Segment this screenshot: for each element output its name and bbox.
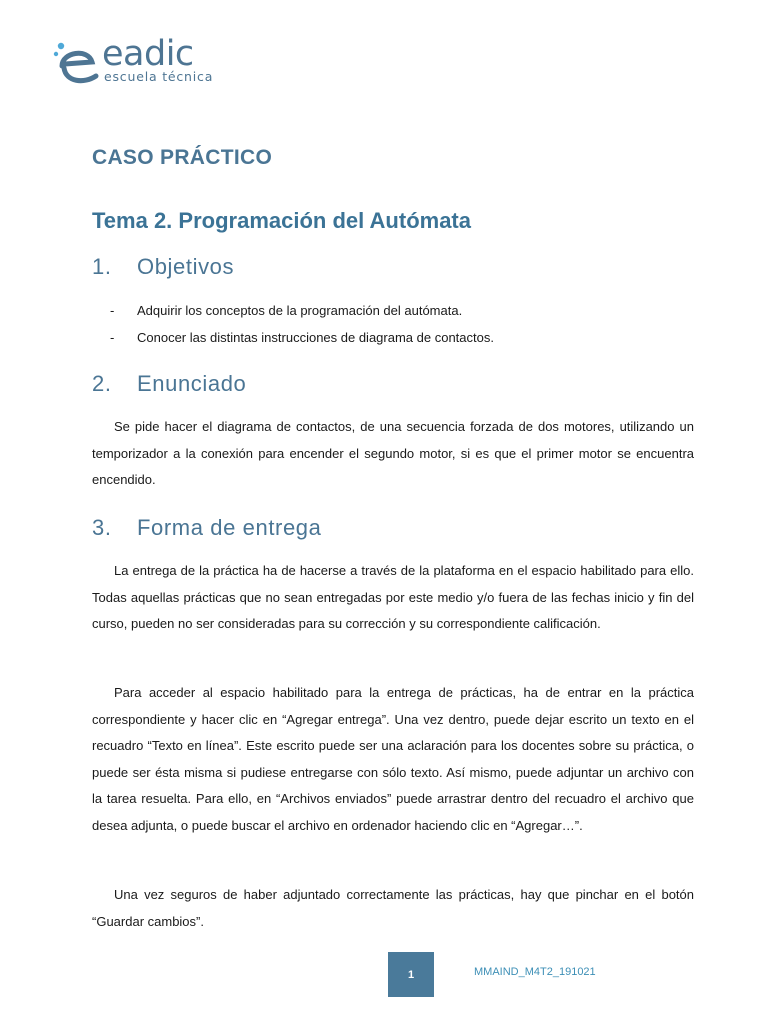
section-heading-objetivos [92,254,234,280]
section-title: Enunciado [137,371,247,396]
list-item-text: Conocer las distintas instrucciones de diagrama de contactos. [137,330,494,345]
topic-title: Tema 2. Programación del Autómata [92,208,471,233]
delivery-paragraph: Una vez seguros de haber adjuntado correctamente las prácticas, hay que pinchar en el botón “Guardar cambios”. [92,887,694,929]
list-item-text: Adquirir los conceptos de la programación del autómata. [137,303,463,318]
list-item [110,302,700,329]
list-item [110,329,700,356]
logo-tagline: escuela técnica [104,69,214,84]
eadic-e-mark-icon [52,40,102,88]
page-number: 1 [407,968,415,981]
section-heading-forma-de-entrega [92,515,321,541]
list-bullet: - [110,303,115,318]
delivery-paragraph: Para acceder al espacio habilitado para la entrega de prácticas, ha de entrar en la práctica correspondiente y hacer clic en “Agregar entrega”. Una vez dentro, puede dejar escrito un texto en el recuadro “Texto en línea”. Este escrito puede ser una aclaración para los docentes sobre su práctica, o puede ser ésta misma si pudiese entregarse con sólo texto. Así mismo, puede adjuntar un archivo con la tarea resuelta. Para ello, en “Archivos enviados” puede arrastrar dentro del recuadro el archivo que desea adjunta, o puede buscar el archivo en ordenador haciendo clic en “Agregar…”. [92,685,694,833]
list-bullet: - [110,330,115,345]
section-title: Objetivos [137,254,235,279]
document-code: MMAIND_M4T2_191021 [474,966,596,978]
section-title: Forma de entrega [137,515,322,540]
objectives-list [110,302,700,356]
document-title: CASO PRÁCTICO [92,146,273,169]
section-number: 2. [92,371,112,396]
delivery-paragraph: La entrega de la práctica ha de hacerse a través de la plataforma en el espacio habilitado para ello. Todas aquellas prácticas que no sean entregadas por este medio y/o fuera de las fechas inicio y fin del curso, pueden no ser consideradas para su corrección y su correspondiente calificación. [92,563,694,632]
statement-paragraph: Se pide hacer el diagrama de contactos, de una secuencia forzada de dos motores, utilizando un temporizador a la conexión para encender el segundo motor, si es que el primer motor se encuentra encendido. [92,419,694,488]
logo-wordmark: eadic [102,34,194,74]
section-number: 1. [92,254,112,279]
eadic-logo [52,34,222,88]
section-number: 3. [92,515,112,540]
page-number-box [388,952,434,997]
section-heading-enunciado [92,371,246,397]
